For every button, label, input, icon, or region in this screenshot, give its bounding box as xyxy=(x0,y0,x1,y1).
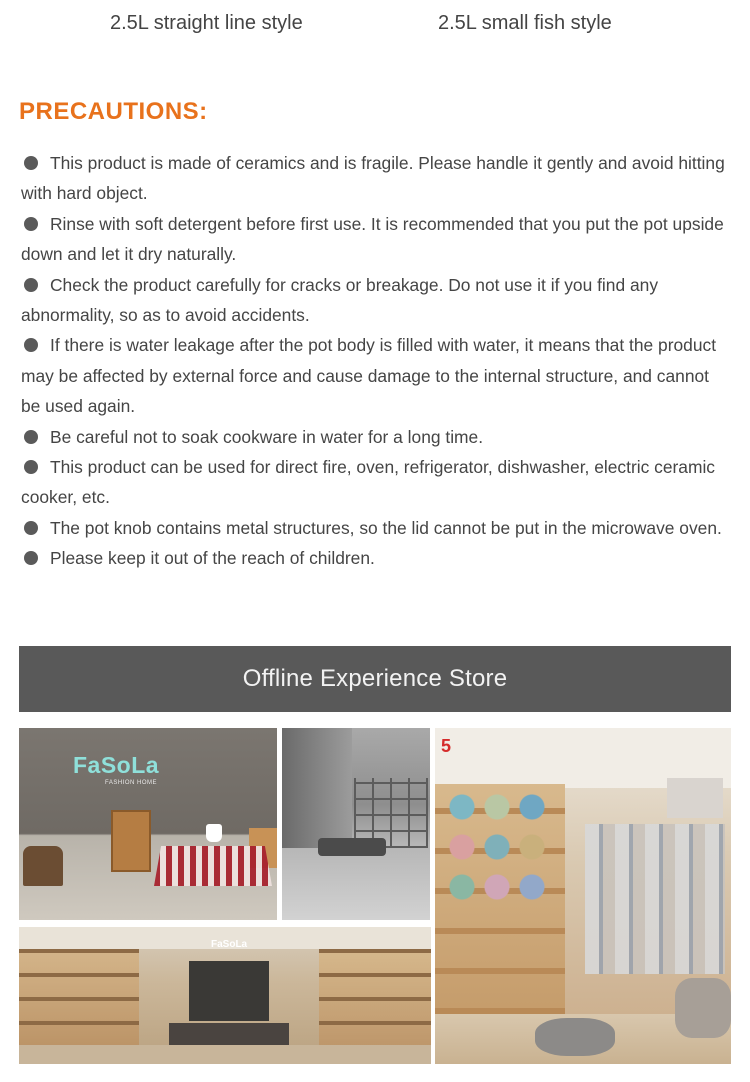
center-sign: FaSoLa xyxy=(211,939,248,950)
precaution-text: Be careful not to soak cookware in water for a long time. xyxy=(50,426,484,447)
left-shelving xyxy=(19,949,139,1049)
style-label-straight-line: 2.5L straight line style xyxy=(110,12,303,34)
precaution-item xyxy=(21,452,733,513)
precaution-text: Please keep it out of the reach of children. xyxy=(50,548,375,569)
offline-store-banner xyxy=(19,646,731,712)
bullet-icon xyxy=(24,156,38,170)
store-logo: FaSoLa xyxy=(73,752,160,778)
interior-wall xyxy=(282,728,352,848)
bullet-icon xyxy=(24,430,38,444)
store-photo-grayscale-interior xyxy=(282,728,430,920)
floor xyxy=(19,1045,431,1064)
bowl-display xyxy=(447,792,557,912)
chair xyxy=(675,978,731,1038)
store-photo-living-room xyxy=(19,728,277,920)
dining-table xyxy=(154,846,272,886)
bullet-icon xyxy=(24,278,38,292)
right-shelving xyxy=(319,949,431,1049)
bullet-icon xyxy=(24,521,38,535)
precaution-text: If there is water leakage after the pot body is filled with water, it means that the product may be affected by external force and cause damage to the internal structure, and cannot be used again. xyxy=(21,335,717,417)
bullet-icon xyxy=(24,338,38,352)
precaution-text: This product is made of ceramics and is fragile. Please handle it gently and avoid hitting with hard object. xyxy=(21,153,725,204)
style-labels xyxy=(0,12,750,42)
precaution-item xyxy=(21,330,733,421)
style-label-small-fish: 2.5L small fish style xyxy=(438,12,612,34)
precaution-item xyxy=(21,209,733,270)
store-photo-shop-aisle xyxy=(435,728,731,1064)
sofa xyxy=(318,838,386,856)
vase xyxy=(206,824,222,842)
anniversary-sign: 5 xyxy=(441,736,452,756)
armchair xyxy=(23,846,63,886)
precaution-item xyxy=(21,513,733,543)
precaution-item xyxy=(21,148,733,209)
hanging-racks xyxy=(585,824,725,974)
center-display xyxy=(189,961,269,1021)
bullet-icon xyxy=(24,217,38,231)
precaution-text: Check the product carefully for cracks or breakage. Do not use it if you find any abnormality, so as to avoid accidents. xyxy=(21,274,659,326)
precaution-item xyxy=(21,270,733,331)
beanbag xyxy=(535,1018,615,1056)
precaution-text: Rinse with soft detergent before first use. It is recommended that you put the pot upside down and let it dry naturally. xyxy=(21,213,724,265)
bullet-icon xyxy=(24,551,38,565)
store-photo-wide xyxy=(19,927,431,1064)
precautions-list xyxy=(21,148,733,574)
precaution-text: This product can be used for direct fire, oven, refrigerator, dishwasher, electric ceramic cooker, etc. xyxy=(21,457,716,508)
store-logo-subtitle: FASHION HOME xyxy=(105,780,158,786)
bookshelf xyxy=(111,810,151,872)
precaution-text: The pot knob contains metal structures, so the lid cannot be put in the microwave oven. xyxy=(50,517,722,538)
precaution-item xyxy=(21,543,733,573)
display-board xyxy=(667,778,723,818)
banner-title: Offline Experience Store xyxy=(242,665,508,692)
precaution-item xyxy=(21,422,733,452)
precautions-title: PRECAUTIONS: xyxy=(19,98,208,125)
bullet-icon xyxy=(24,460,38,474)
